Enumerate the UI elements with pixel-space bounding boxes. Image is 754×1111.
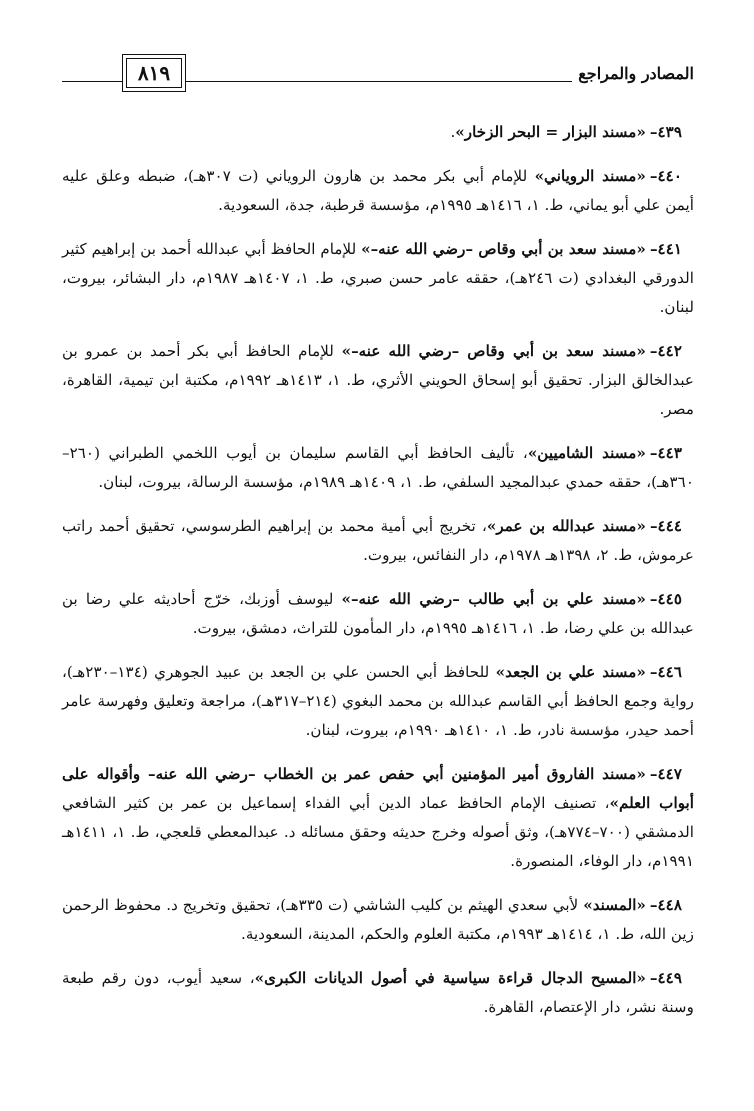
book-page <box>62 52 694 1092</box>
entry-number: ٤٤١– <box>649 240 683 258</box>
entry-details: ، تخريج أبي أمية محمد بن إبراهيم الطرسوسي، تحقيق أحمد راتب عرموش، ط. ٢، ١٣٩٨هـ ١٩٧٨م، دار النفائس، بيروت. <box>62 517 694 564</box>
section-title: المصادر والمراجع <box>572 64 694 83</box>
entry-title: «مسند عبدالله بن عمر» <box>486 517 646 535</box>
bibliography-entry <box>62 235 694 322</box>
running-header <box>62 52 694 96</box>
bibliography-entry <box>62 162 694 220</box>
entry-details: للإمام أبي بكر محمد بن هارون الروياني (ت ٣٠٧هـ)، ضبطه وعلق عليه أيمن علي أبو يماني، ط. ١، ١٤١٦هـ ١٩٩٥م، مؤسسة قرطبة، جدة، السعودية. <box>62 167 694 214</box>
bibliography-entry <box>62 118 694 147</box>
entry-title: «مسند الروياني» <box>534 167 646 185</box>
entry-title: «مسند علي بن الجعد» <box>495 663 646 681</box>
entry-number: ٤٤٠– <box>649 167 682 185</box>
bibliography-list <box>62 118 694 1022</box>
bibliography-entry <box>62 891 694 949</box>
bibliography-entry <box>62 439 694 497</box>
bibliography-entry <box>62 658 694 745</box>
entry-details: ، سعيد أيوب، دون رقم طبعة وسنة نشر، دار الإعتصام، القاهرة. <box>62 969 694 1016</box>
entry-details: ، تصنيف الإمام الحافظ عماد الدين أبي الفداء إسماعيل بن عمر بن كثير الشافعي الدمشقي (٧٠٠–٧٧٤هـ)، وثق أصوله وخرج حديثه وحقق مسائله د. عبدالمعطي قلعجي، ط. ١، ١٤١١هـ ١٩٩١م، دار الوفاء، المنصورة. <box>62 794 694 870</box>
entry-number: ٤٤٣– <box>649 444 682 462</box>
entry-title: «مسند الفاروق أمير المؤمنين أبي حفص عمر بن الخطاب –رضي الله عنه– وأقواله على أبواب العلم» <box>62 765 694 812</box>
entry-details: ، تأليف الحافظ أبي القاسم سليمان بن أيوب اللخمي الطبراني (٢٦٠–٣٦٠هـ)، حققه حمدي عبدالمجيد السلفي، ط. ١، ١٤٠٩هـ ١٩٨٩م، مؤسسة الرسالة، بيروت، لبنان. <box>62 444 694 491</box>
entry-number: ٤٤٦– <box>649 663 682 681</box>
bibliography-entry <box>62 760 694 876</box>
entry-details: . <box>450 123 456 141</box>
bibliography-entry <box>62 512 694 570</box>
entry-details: لأبي سعدي الهيثم بن كليب الشاشي (ت ٣٣٥هـ)، تحقيق وتخريج د. محفوظ الرحمن زين الله، ط. ١، ١٤١٤هـ ١٩٩٣م، مكتبة العلوم والحكم، المدينة، السعودية. <box>62 896 694 943</box>
entry-number: ٤٤٢– <box>649 342 682 360</box>
entry-details: للإمام الحافظ أبي عبدالله أحمد بن إبراهيم كثير الدورقي البغدادي (ت ٢٤٦هـ)، حققه عامر حسن صبري، ط. ١، ١٤٠٧هـ ١٩٨٧م، دار البشائر، بيروت، لبنان. <box>62 240 695 316</box>
entry-number: ٤٤٤– <box>649 517 683 535</box>
entry-number: ٤٣٩– <box>649 123 682 141</box>
entry-title: «المسيح الدجال قراءة سياسية في أصول الديانات الكبرى» <box>254 969 646 987</box>
bibliography-entry <box>62 964 694 1022</box>
entry-details: للحافظ أبي الحسن علي بن الجعد بن عبيد الجوهري (١٣٤–٢٣٠هـ)، رواية وجمع الحافظ أبي القاسم عبدالله بن محمد البغوي (٢١٤–٣١٧هـ)، مراجعة وتعليق وفهرسة عامر أحمد حيدر، مؤسسة نادر، ط. ١، ١٤١٠هـ ١٩٩٠م، بيروت، لبنان. <box>62 663 694 739</box>
entry-title: «مسند علي بن أبي طالب –رضي الله عنه–» <box>341 590 646 608</box>
page-number-box <box>122 54 186 92</box>
entry-number: ٤٤٧– <box>649 765 682 783</box>
entry-details: ليوسف أوزبك، خرّج أحاديثه علي رضا بن عبدالله بن علي رضا، ط. ١، ١٤١٦هـ ١٩٩٥م، دار المأمون للتراث، دمشق، بيروت. <box>62 590 694 637</box>
page-number: ٨١٩ <box>137 61 171 85</box>
entry-number: ٤٤٥– <box>649 590 682 608</box>
bibliography-entry <box>62 585 694 643</box>
entry-details: للإمام الحافظ أبي بكر أحمد بن عمرو بن عبدالخالق البزار. تحقيق أبو إسحاق الحويني الأثري، ط. ١، ١٤١٣هـ ١٩٩٢م، مكتبة ابن تيمية، القاهرة، مصر. <box>62 342 694 418</box>
entry-title: «مسند سعد بن أبي وقاص –رضي الله عنه–» <box>341 342 646 360</box>
entry-title: «المسند» <box>583 896 646 914</box>
entry-title: «مسند سعد بن أبي وقاص –رضي الله عنه–» <box>361 240 646 258</box>
entry-title: «مسند الشاميين» <box>527 444 646 462</box>
entry-number: ٤٤٩– <box>649 969 682 987</box>
entry-title: «مسند البزار = البحر الزخار» <box>455 123 646 141</box>
bibliography-entry <box>62 337 694 424</box>
entry-number: ٤٤٨– <box>649 896 682 914</box>
